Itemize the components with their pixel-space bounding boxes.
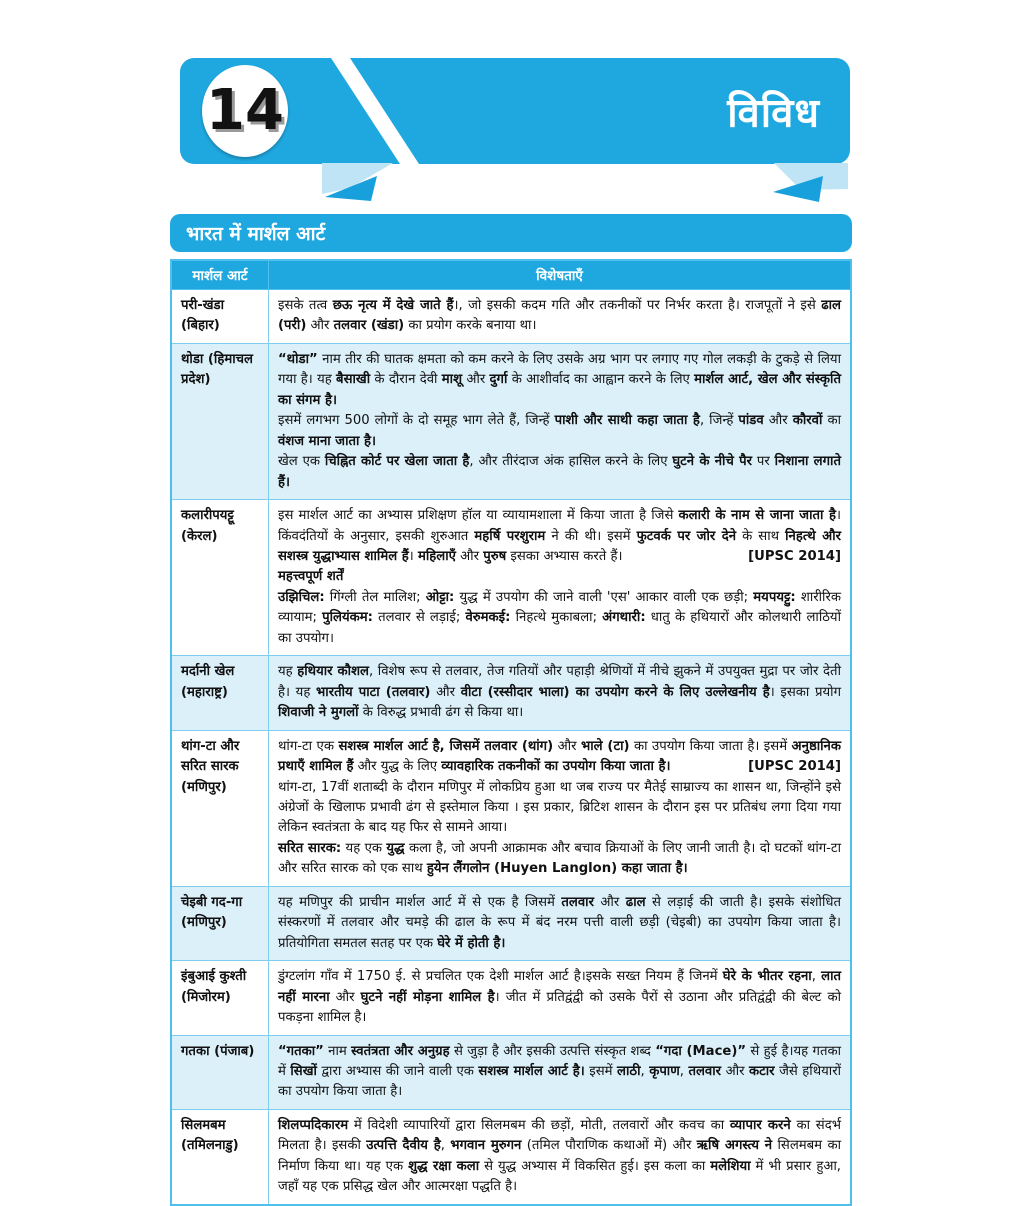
column-header-features: विशेषताएँ <box>269 260 852 290</box>
feature-paragraph: उझिचिल: गिंग्ली तेल मालिश; ओट्टा: युद्ध में उपयोग की जाने वाली 'एस' आकार वाली एक छड़ी; मयपयट्टु: शारीरिक व्यायाम; पुलियंकम: तलवार से लड़ाई; वेरुमकई: निहत्थे मुकाबला; अंगथारी: धातु के हथियारों और कोलथारी लाठियों का उपयोग। <box>278 589 841 646</box>
martial-arts-table-container <box>170 259 852 1206</box>
chapter-number: 14 <box>206 78 284 143</box>
martial-art-name: इंबुआई कुश्ती (मिजोरम) <box>171 961 269 1035</box>
table-row <box>171 886 851 960</box>
table-row <box>171 290 851 344</box>
martial-art-name: परी-खंडा (बिहार) <box>171 290 269 344</box>
martial-art-name: थांग-टा और सरित सारक (मणिपुर) <box>171 730 269 886</box>
chapter-title: विविध <box>727 90 820 137</box>
martial-art-features <box>269 656 852 730</box>
upsc-tag: [UPSC 2014] <box>748 548 841 564</box>
feature-paragraph: सरित सारक: यह एक युद्ध कला है, जो अपनी आक्रामक और बचाव क्रियाओं के लिए जानी जाती है। दो घटकों थांग-टा और सरित सारक को एक साथ हुयेन लैंगलोन (Huyen Langlon) कहा जाता है। <box>278 840 841 877</box>
table-row <box>171 343 851 499</box>
martial-art-features <box>269 730 852 886</box>
chapter-number-badge <box>202 65 288 157</box>
section-header <box>170 214 852 252</box>
feature-paragraph: थांग-टा एक सशस्त्र मार्शल आर्ट है, जिसमें तलवार (थांग) और भाले (टा) का उपयोग किया जाता है। इसमें अनुष्ठानिक प्रथाएँ शामिल हैं और युद्ध के लिए व्यावहारिक तकनीकों का उपयोग किया जाता है। [UPSC 2014] <box>278 737 841 778</box>
section-title: भारत में मार्शल आर्ट <box>186 223 326 245</box>
feature-paragraph: यह हथियार कौशल, विशेष रूप से तलवार, तेज गतियों और पहाड़ी श्रेणियों में नीचे झुकने में उपयुक्त मुद्रा पर जोर देती है। यह भारतीय पाटा (तलवार) और वीटा (रस्सीदार भाला) का उपयोग करने के लिए उल्लेखनीय है। इसका प्रयोग शिवाजी ने मुगलों के विरुद्ध प्रभावी ढंग से किया था। <box>278 664 841 721</box>
ribbon-fold-left-light <box>322 163 393 194</box>
martial-art-name: गतका (पंजाब) <box>171 1035 269 1109</box>
feature-paragraph: “थोडा” नाम तीर की घातक क्षमता को कम करने के लिए उसके अग्र भाग पर लगाए गए गोल लकड़ी के टुकड़े से लिया गया है। यह बैसाखी के दौरान देवी माशू और दुर्गा के आशीर्वाद का आह्वान करने के लिए मार्शल आर्ट, खेल और संस्कृति का संगम है। <box>278 351 841 408</box>
table-header-row <box>171 260 851 290</box>
martial-art-features <box>269 886 852 960</box>
feature-paragraph: खेल एक चिह्नित कोर्ट पर खेला जाता है, और तीरंदाज अंक हासिल करने के लिए घुटने के नीचे पैर पर निशाना लगाते हैं। <box>278 454 841 490</box>
feature-paragraph: इसके तत्व छऊ नृत्य में देखे जाते हैं।, जो इसकी कदम गति और तकनीकों पर निर्भर करता है। राजपूतों ने इसे ढाल (परी) और तलवार (खंडा) का प्रयोग करके बनाया था। <box>278 298 841 334</box>
chapter-banner <box>180 58 850 164</box>
martial-art-name: सिलमबम (तमिलनाडु) <box>171 1109 269 1204</box>
feature-paragraph: यह मणिपुर की प्राचीन मार्शल आर्ट में से एक है जिसमें तलवार और ढाल से लड़ाई की जाती है। इसके संशोधित संस्करणों में तलवार और चमड़े की ढाल के रूप में बंद नरम पत्ती वाली छड़ी (चेइबी) का उपयोग किया जाता है। प्रतियोगिता समतल सतह पर एक घेरे में होती है। <box>278 894 841 951</box>
table-row <box>171 730 851 886</box>
martial-art-features <box>269 500 852 656</box>
martial-art-name: कलारीपयट्टू (केरल) <box>171 500 269 656</box>
table-row <box>171 656 851 730</box>
martial-art-features <box>269 343 852 499</box>
table-row <box>171 1035 851 1109</box>
martial-art-name: थोडा (हिमाचल प्रदेश) <box>171 343 269 499</box>
martial-arts-table-body <box>171 290 851 1205</box>
ribbon-fold-right-dark <box>773 176 823 202</box>
martial-art-features <box>269 961 852 1035</box>
table-row <box>171 1109 851 1204</box>
feature-paragraph: डुंग्टलांग गाँव में 1750 ई. से प्रचलित एक देशी मार्शल आर्ट है।इसके सख्त नियम हैं जिनमें घेरे के भीतर रहना, लात नहीं मारना और घुटने नहीं मोड़ना शामिल है। जीत में प्रतिद्वंद्वी को उसके पैरों से उठाना और प्रतिद्वंद्वी की बेल्ट को पकड़ना शामिल है। <box>278 969 841 1026</box>
upsc-tag: [UPSC 2014] <box>748 759 841 775</box>
martial-arts-table <box>170 259 852 1206</box>
feature-paragraph: शिलप्पदिकारम में विदेशी व्यापारियों द्वारा सिलमबम की छड़ों, मोती, तलवारों और कवच का व्यापार करने का संदर्भ मिलता है। इसकी उत्पत्ति दैवीय है, भगवान मुरुगन (तमिल पौराणिक कथाओं में) और ऋषि अगस्त्य ने सिलमबम का निर्माण किया था। यह एक शुद्ध रक्षा कला से युद्ध अभ्यास में विकसित हुई। इस कला का मलेशिया में भी प्रसार हुआ, जहाँ यह एक प्रसिद्ध खेल और आत्मरक्षा पद्धति है। <box>278 1117 841 1195</box>
column-header-martial-art: मार्शल आर्ट <box>171 260 269 290</box>
feature-paragraph: महत्त्वपूर्ण शर्तें <box>278 569 344 585</box>
feature-paragraph: इसमें लगभग 500 लोगों के दो समूह भाग लेते हैं, जिन्हें पाशी और साथी कहा जाता है, जिन्हें पांडव और कौरवों का वंशज माना जाता है। <box>278 413 842 449</box>
martial-art-features <box>269 1109 852 1204</box>
martial-art-name: चेइबी गद-गा (मणिपुर) <box>171 886 269 960</box>
feature-paragraph: इस मार्शल आर्ट का अभ्यास प्रशिक्षण हॉल या व्यायामशाला में किया जाता है जिसे कलारी के नाम से जाना जाता है। किंवदंतियों के अनुसार, इसकी शुरुआत महर्षि परशुराम ने की थी। इसमें फुटवर्क पर जोर देने के साथ निहत्थे और सशस्त्र युद्धाभ्यास शामिल हैं। महिलाएँ और पुरुष इसका अभ्यास करते हैं। [UPSC 2014] <box>278 506 841 567</box>
ribbon-fold-right-light <box>774 163 848 190</box>
martial-art-name: मर्दानी खेल (महाराष्ट्र) <box>171 656 269 730</box>
feature-paragraph: थांग-टा, 17वीं शताब्दी के दौरान मणिपुर में लोकप्रिय हुआ था जब राज्य पर मैतेई साम्राज्य का शासन था, जिन्होंने इसे अंग्रेजों के खिलाफ प्रभावी ढंग से इस्तेमाल किया । इस प्रकार, ब्रिटिश शासन के दौरान इस पर प्रतिबंध लगा दिया गया लेकिन स्वतंत्रता के बाद यह फिर से सामने आया। <box>278 779 841 836</box>
martial-art-features <box>269 290 852 344</box>
martial-art-features <box>269 1035 852 1109</box>
table-row <box>171 961 851 1035</box>
feature-paragraph: “गतका” नाम स्वतंत्रता और अनुग्रह से जुड़ा है और इसकी उत्पत्ति संस्कृत शब्द “गदा (Mace)” से हुई है।यह गतका में सिखों द्वारा अभ्यास की जाने वाली एक सशस्त्र मार्शल आर्ट है। इसमें लाठी, कृपाण, तलवार और कटार जैसे हथियारों का उपयोग किया जाता है। <box>278 1043 842 1100</box>
ribbon-fold-left-dark <box>325 176 377 201</box>
table-row <box>171 500 851 656</box>
